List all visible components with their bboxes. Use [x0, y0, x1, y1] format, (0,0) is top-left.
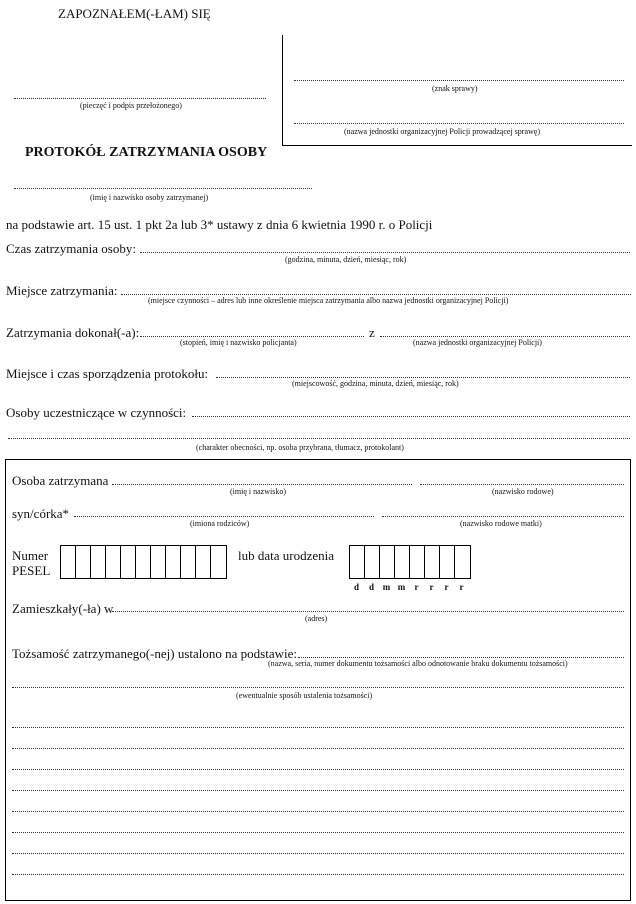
podstawa-text: na podstawie art. 15 ust. 1 pkt 2a lub 3* ustawy z dnia 6 kwietnia 1990 r. o Policji — [6, 217, 433, 232]
notes-line[interactable] — [12, 832, 624, 833]
pesel-label: PESEL — [12, 563, 51, 578]
osoba-imie-caption: (imię i nazwisko osoby zatrzymanej) — [90, 193, 209, 202]
jednostka-field[interactable] — [294, 123, 624, 124]
matka-caption: (nazwisko rodowe matki) — [460, 519, 542, 528]
date-boxes[interactable] — [349, 545, 471, 579]
czas-field[interactable] — [140, 252, 630, 253]
rodzice-caption: (imiona rodziców) — [190, 519, 250, 528]
osoba-nazwisko-rodowe-field[interactable] — [420, 484, 624, 485]
pesel-boxes[interactable] — [60, 545, 227, 579]
notes-line[interactable] — [12, 748, 624, 749]
header-vertical-line — [282, 35, 283, 146]
osoba-zatrzymana-label: Osoba zatrzymana — [12, 473, 109, 488]
nazwisko-matki-field[interactable] — [382, 516, 624, 517]
date-format-letters — [349, 582, 469, 592]
adres-caption: (adres) — [305, 614, 328, 623]
date-letter: r — [429, 582, 434, 592]
czas-label: Czas zatrzymania osoby: — [6, 241, 136, 256]
adres-field[interactable] — [112, 611, 624, 612]
notes-line[interactable] — [12, 790, 624, 791]
date-letter: m — [382, 582, 391, 592]
znak-caption: (znak sprawy) — [432, 84, 478, 93]
pieczec-field[interactable] — [14, 98, 266, 99]
zapoznalem-label: ZAPOZNAŁEM(-ŁAM) SIĘ — [58, 6, 211, 21]
document-title: PROTOKÓŁ ZATRZYMANIA OSOBY — [25, 145, 268, 160]
miejsce-field[interactable] — [121, 294, 631, 295]
numer-label: Numer — [12, 548, 49, 563]
czas-caption: (godzina, minuta, dzień, miesiąc, rok) — [285, 255, 407, 264]
sposob-caption: (ewentualnie sposób ustalenia tożsamości) — [236, 691, 373, 700]
dokument-caption: (nazwa, seria, numer dokumentu tożsamości albo odnotowanie braku dokumentu tożsamości) — [268, 659, 568, 668]
miejsce-label: Miejsce zatrzymania: — [6, 283, 118, 298]
imiona-rodzicow-field[interactable] — [74, 516, 374, 517]
notes-line[interactable] — [12, 727, 624, 728]
dokonal-policjant-field[interactable] — [140, 336, 364, 337]
date-letter: d — [368, 582, 374, 592]
dokonal-caption-policjant: (stopień, imię i nazwisko policjanta) — [180, 338, 297, 347]
sposob-field[interactable] — [12, 687, 624, 688]
uczestniczace-label: Osoby uczestniczące w czynności: — [6, 405, 187, 420]
sporzadzenie-caption: (miejscowość, godzina, minuta, dzień, miesiąc, rok) — [292, 379, 459, 388]
notes-line[interactable] — [12, 769, 624, 770]
date-letter: m — [397, 582, 406, 592]
dokonal-label: Zatrzymania dokonał(-a): — [6, 325, 140, 340]
date-letter: r — [459, 582, 464, 592]
osoba-imie-nazwisko-field[interactable] — [112, 484, 412, 485]
znak-sprawy-field[interactable] — [294, 80, 624, 81]
uczestniczace-field-1[interactable] — [192, 416, 630, 417]
zamieszkaly-label: Zamieszkały(-ła) w — [12, 601, 114, 616]
dokonal-jednostka-field[interactable] — [380, 336, 630, 337]
header-horizontal-line — [282, 145, 632, 146]
notes-line[interactable] — [12, 874, 624, 875]
uczestniczace-caption: (charakter obecności, np. osoba przybrana, tłumacz, protokolant) — [196, 443, 404, 452]
uczestniczace-field-2[interactable] — [8, 438, 630, 439]
sporzadzenie-field[interactable] — [216, 377, 630, 378]
notes-line[interactable] — [12, 811, 624, 812]
tozsamosc-label: Tożsamość zatrzymanego(-nej) ustalono na podstawie: — [12, 646, 297, 661]
notes-line[interactable] — [12, 853, 624, 854]
date-letter: r — [414, 582, 419, 592]
date-letter: r — [444, 582, 449, 592]
dokonal-caption-jednostka: (nazwa jednostki organizacyjnej Policji) — [413, 338, 542, 347]
tozsamosc-field[interactable] — [298, 657, 624, 658]
osoba-imie-caption: (imię i nazwisko) — [230, 487, 286, 496]
miejsce-caption: (miejsce czynności – adres lub inne określenie miejsca zatrzymania albo nazwa jednostki organizacyjnej Policji) — [148, 296, 509, 305]
osoba-imie-field[interactable] — [14, 188, 312, 189]
lub-data-label: lub data urodzenia — [238, 548, 335, 563]
dokonal-z: z — [369, 325, 375, 340]
date-letter: d — [353, 582, 359, 592]
syn-corka-label: syn/córka* — [12, 506, 70, 521]
sporzadzenie-label: Miejsce i czas sporządzenia protokołu: — [6, 366, 209, 381]
osoba-rodowe-caption: (nazwisko rodowe) — [492, 487, 554, 496]
jednostka-caption: (nazwa jednostki organizacyjnej Policji prowadzącej sprawę) — [344, 127, 540, 136]
pieczec-caption: (pieczęć i podpis przełożonego) — [80, 101, 182, 110]
